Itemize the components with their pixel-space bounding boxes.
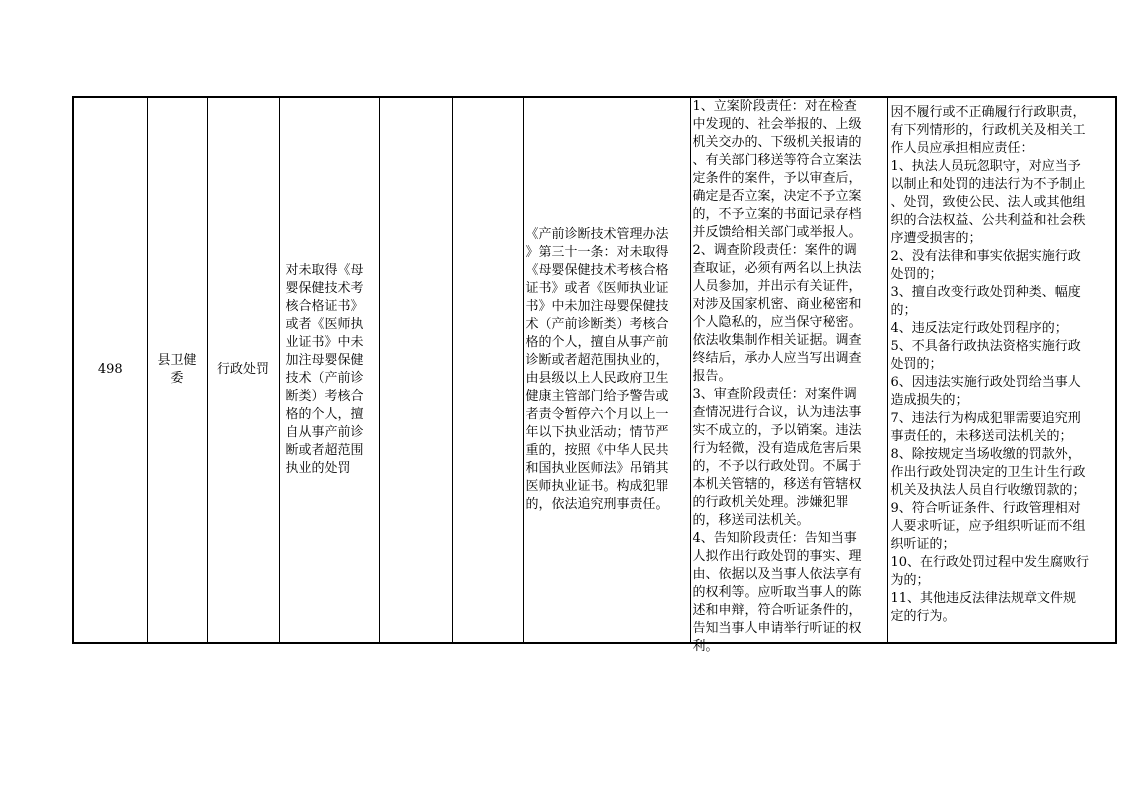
power-list-table [72,96,1117,654]
power-type-cell [207,97,279,643]
item-number-cell [73,97,147,643]
department: 县卫健 委 [157,353,197,386]
department-cell [147,97,207,643]
accountability-text: 因不履行或不正确履行行政职责， 有下列情形的，行政机关及相关工 作人员应承担相应责任： 1、执法人员玩忽职守，对应当予 以制止和处罚的违法行为不予制止 、处罚，致使公民、法人或其他组 织的合法权益、公共利益和社会秩 序遭受损害的； 2、没有法律和事实依据实施行政 处罚的； 3、擅自改变行政处罚种类、幅度 的； 4、违反法定行政处罚程序的； 5、不具备行政执法资格实施行政 处罚的； 6、因违法实施行政处罚给当事人 造成损失的； 7、违法行为构成犯罪需要追究刑 事责任的，未移送司法机关的； 8、除按规定当场收缴的罚款外， 作出行政处罚决定的卫生计生行政 机关及执法人员自行收缴罚款的； 9、符合听证条件、行政管理相对 人要求听证，应予组织听证而不组 织听证的； 10、在行政处罚过程中发生腐败行 为的； 11、其他违反法律法规章文件规 定的行为。 [890,105,1090,624]
sub-item-cell [379,97,452,643]
legal-basis-cell [523,97,690,643]
item-name: 对未取得《母 婴保健技术考 核合格证书》 或者《医师执 业证书》中未 加注母婴保健 技术（产前诊 断类）考核合 格的个人，擅 自从事产前诊 断或者超范围 执业的处罚 [285,263,364,476]
responsibility-cell [690,97,887,654]
responsibility-text: 1、立案阶段责任：对在检查 中发现的、社会举报的、上级 机关交办的、下级机关报请的 、有关部门移送等符合立案法 定条件的案件，予以审查后， 确定是否立案，决定不予立案 的，不予立案的书面记录存档 并反馈给相关部门或举报人。 2、调查阶段责任：案件的调 查取证，必须有两名以上执法 人员参加，并出示有关证件， 对涉及国家机密、商业秘密和 个人隐私的，应当保守秘密。 依法收集制作相关证据。调查 终结后，承办人应当写出调查 报告。 3、审查阶段责任：对案件调 查情况进行合议，认为违法事 实不成立的，予以销案。违法 行为轻微，没有造成危害后果 的，不予以行政处罚。不属于 本机关管辖的，移送有管辖权 的行政机关处理。涉嫌犯罪 的，移送司法机关。 4、告知阶段责任：告知当事 人拟作出行政处罚的事实、理 由、依据以及当事人依法享有 的权利等。应听取当事人的陈 述和申辩，符合听证条件的， 告知当事人申请举行听证的权 利。 [692,99,862,654]
table-row [73,97,1116,643]
empty-column-cell [452,97,523,643]
item-number: 498 [97,362,123,377]
legal-basis: 《产前诊断技术管理办法 》第三十一条：对未取得 《母婴保健技术考核合格 证书》或者《医师执业证 书》中未加注母婴保健技 术（产前诊断类）考核合 格的个人，擅自从事产前 诊断或者超范围执业的， 由县级以上人民政府卫生 健康主管部门给予警告或 者责令暂停六个月以上一 年以下执业活动；情节严 重的，按照《中华人民共 和国执业医师法》吊销其 医师执业证书。构成犯罪 的，依法追究刑事责任。 [525,227,669,512]
accountability-cell [887,97,1116,643]
item-name-cell [279,97,379,643]
power-type: 行政处罚 [216,362,269,377]
